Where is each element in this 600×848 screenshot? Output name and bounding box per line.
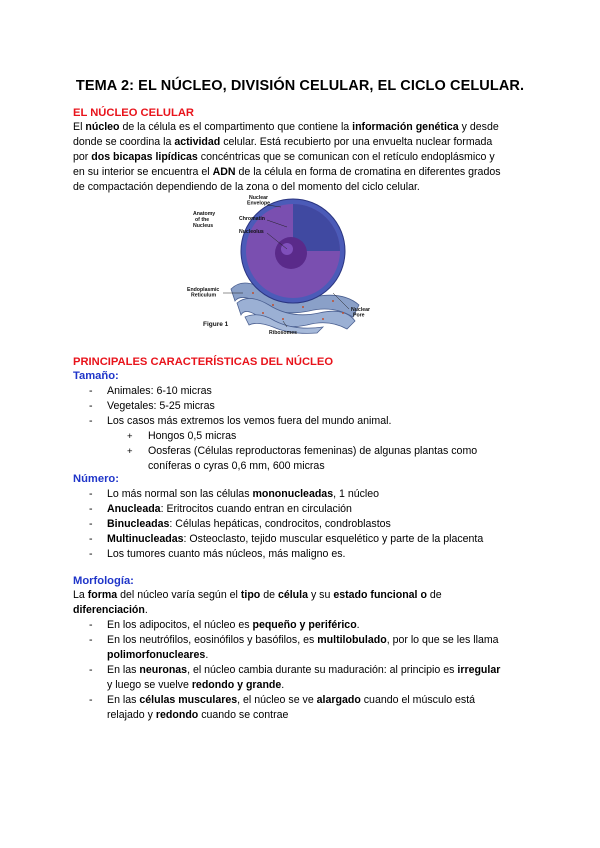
bold-text: dos bicapas lipídicas: [91, 151, 198, 163]
number-list: [73, 487, 483, 562]
nucleus-diagram: [183, 193, 379, 335]
bold-text: diferenciación: [73, 604, 145, 616]
paragraph-line: [73, 165, 533, 180]
text-run: .: [144, 604, 148, 616]
bold-text: estado funcional o: [333, 589, 427, 601]
text-run: Vegetales: 5-25 micras: [107, 400, 215, 412]
anatomy-label: Anatomy of the Nucleus: [193, 211, 216, 229]
morphology-intro: [73, 588, 533, 618]
paragraph-line: [73, 120, 533, 135]
bold-text: redondo y grande: [191, 679, 282, 691]
size-list: [73, 384, 477, 474]
text-run: En las: [107, 694, 140, 706]
subheading-tamano: Tamaño:: [73, 370, 119, 382]
bold-text: irregular: [457, 664, 501, 676]
list-item: [73, 444, 477, 459]
section-heading-nucleo-celular: EL NÚCLEO CELULAR: [73, 107, 194, 119]
text-run: El: [73, 121, 86, 133]
bold-text: células musculares: [139, 694, 238, 706]
text-run: En los adipocitos, el núcleo es: [107, 619, 253, 631]
text-run: En los neutrófilos, eosinófilos y basófilos, es: [107, 634, 318, 646]
bold-text: pequeño y periférico: [252, 619, 357, 631]
list-item: [73, 487, 483, 502]
list-item: [73, 517, 483, 532]
figure-caption: Figure 1: [203, 321, 229, 328]
text-run: Animales: 6-10 micras: [107, 385, 212, 397]
er-label: Endoplasmic Reticulum: [187, 287, 220, 299]
bold-text: Anucleada: [107, 503, 161, 515]
text-run: En las: [107, 664, 140, 676]
paragraph-line: [73, 135, 533, 150]
bold-text: ADN: [212, 166, 236, 178]
paragraph-line: [73, 588, 533, 603]
list-item: [73, 459, 477, 474]
chromatin-label: Chromatin: [239, 216, 265, 222]
morphology-list: [73, 618, 500, 723]
bold-text: redondo: [155, 709, 199, 721]
list-item: [73, 414, 477, 429]
bold-text: neuronas: [139, 664, 188, 676]
nucleus-anatomy-figure: [183, 193, 379, 335]
text-run: y desde: [458, 121, 499, 133]
bold-text: polimorfonucleares: [107, 649, 206, 661]
text-run: Los casos más extremos los vemos fuera del mundo animal.: [107, 415, 392, 427]
subheading-morfologia: Morfología:: [73, 575, 134, 587]
list-item: [73, 547, 483, 562]
bold-text: núcleo: [85, 121, 120, 133]
paragraph-line: [73, 150, 533, 165]
text-run: La: [73, 589, 88, 601]
text-run: , el núcleo cambia durante su maduración: al principio es: [187, 664, 458, 676]
text-run: cuando se contrae: [198, 709, 289, 721]
intro-paragraph: [73, 120, 533, 195]
section-heading-caracteristicas: PRINCIPALES CARACTERÍSTICAS DEL NÚCLEO: [73, 356, 334, 368]
list-item: [73, 502, 483, 517]
text-run: en su interior se encuentra el: [73, 166, 213, 178]
text-run: de: [260, 589, 278, 601]
text-run: de la célula en forma de cromatina en diferentes grados: [235, 166, 501, 178]
pore-label: Nuclear Pore: [351, 307, 371, 319]
text-run: cuando el músculo está: [360, 694, 476, 706]
bold-text: mononucleadas: [252, 488, 334, 500]
page-title: TEMA 2: EL NÚCLEO, DIVISIÓN CELULAR, EL CICLO CELULAR.: [75, 78, 525, 94]
text-run: y su: [308, 589, 334, 601]
text-run: relajado y: [107, 709, 156, 721]
paragraph-line: [73, 603, 533, 618]
nucleolus-label: Nucleolus: [239, 229, 264, 235]
bold-text: multilobulado: [317, 634, 387, 646]
text-run: donde se coordina la: [73, 136, 175, 148]
text-run: .: [205, 649, 209, 661]
text-run: Hongos 0,5 micras: [148, 430, 237, 442]
text-run: y luego se vuelve: [107, 679, 192, 691]
list-item: [73, 384, 477, 399]
text-run: , 1 núcleo: [333, 488, 380, 500]
list-item: [73, 399, 477, 414]
text-run: de: [426, 589, 442, 601]
text-run: .: [281, 679, 285, 691]
text-run: celular. Está recubierto por una envuelta nuclear formada: [220, 136, 493, 148]
text-run: Oosferas (Células reproductoras femeninas) de algunas plantas como: [148, 445, 478, 457]
bold-text: Binucleadas: [107, 518, 170, 530]
text-run: de la célula es el compartimento que contiene la: [119, 121, 353, 133]
list-item: [73, 663, 500, 678]
subheading-numero: Número:: [73, 473, 119, 485]
text-run: de compactación dependiendo de la zona o del momento del ciclo celular.: [73, 181, 420, 193]
text-run: Los tumores cuanto más núcleos, más maligno es.: [107, 548, 346, 560]
list-item: [73, 633, 500, 648]
text-run: : Osteoclasto, tejido muscular esquelético y parte de la placenta: [183, 533, 484, 545]
text-run: por: [73, 151, 92, 163]
text-run: : Eritrocitos cuando entran en circulación: [160, 503, 352, 515]
text-run: Lo más normal son las células: [107, 488, 253, 500]
list-item: [73, 532, 483, 547]
bold-text: información genética: [352, 121, 459, 133]
text-run: : Células hepáticas, condrocitos, condroblastos: [169, 518, 391, 530]
text-run: coníferas o cyras 0,6 mm, 600 micras: [148, 460, 325, 472]
nucleus-sphere-shape: [241, 199, 345, 303]
text-run: concéntricas que se comunican con el retículo endoplásmico y: [197, 151, 495, 163]
bold-text: alargado: [316, 694, 361, 706]
list-item: [73, 708, 500, 723]
bold-text: actividad: [174, 136, 221, 148]
envelope-label: Nuclear Envelope: [247, 195, 271, 207]
bold-text: forma: [87, 589, 118, 601]
bold-text: célula: [277, 589, 308, 601]
text-run: del núcleo varía según el: [117, 589, 241, 601]
bold-text: Multinucleadas: [107, 533, 184, 545]
list-item: [73, 693, 500, 708]
bold-text: tipo: [240, 589, 261, 601]
text-run: .: [356, 619, 360, 631]
text-run: , el núcleo se ve: [237, 694, 317, 706]
text-run: , por lo que se les llama: [386, 634, 499, 646]
list-item: [73, 648, 500, 663]
list-item: [73, 678, 500, 693]
ribosomes-label: Ribosomes: [269, 330, 297, 335]
list-item: [73, 429, 477, 444]
list-item: [73, 618, 500, 633]
